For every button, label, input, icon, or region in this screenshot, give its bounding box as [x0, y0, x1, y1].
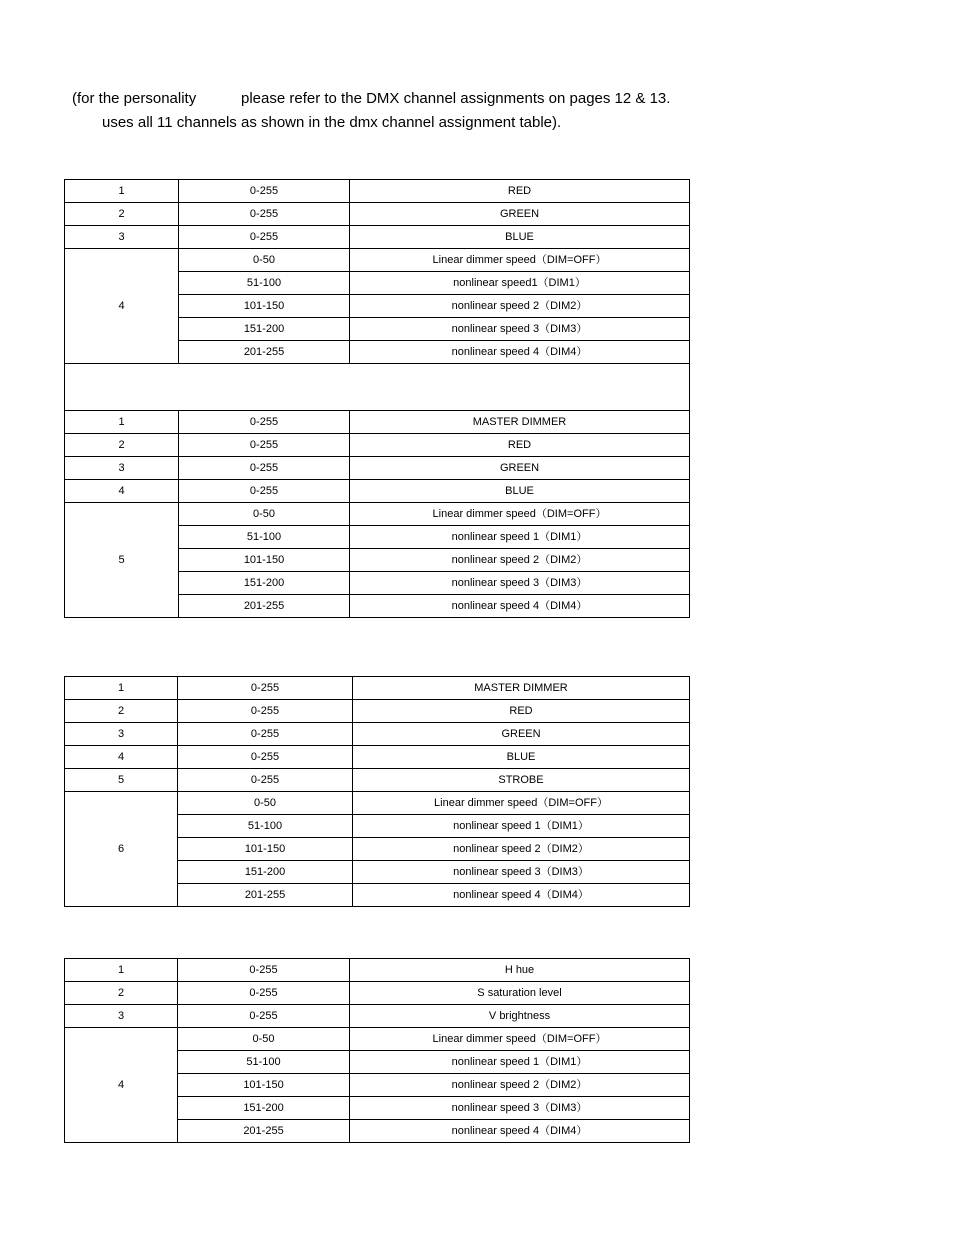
value-range-cell: 0-255 [178, 982, 350, 1005]
function-cell: RED [353, 700, 690, 723]
value-range-cell: 0-255 [179, 226, 350, 249]
value-range-cell: 151-200 [178, 861, 353, 884]
function-cell: nonlinear speed 3（DIM3） [350, 572, 690, 595]
channel-number-cell: 6 [65, 792, 178, 907]
function-cell: nonlinear speed 2（DIM2） [350, 549, 690, 572]
function-cell: nonlinear speed 2（DIM2） [350, 1074, 690, 1097]
value-range-cell: 0-255 [178, 700, 353, 723]
function-cell: nonlinear speed 4（DIM4） [350, 1120, 690, 1143]
function-cell: RED [350, 434, 690, 457]
channel-number-cell: 1 [65, 180, 179, 203]
table-row [65, 203, 690, 226]
function-cell: nonlinear speed 4（DIM4） [353, 884, 690, 907]
value-range-cell: 0-255 [178, 723, 353, 746]
table-row [65, 769, 690, 792]
function-cell: nonlinear speed 4（DIM4） [350, 341, 690, 364]
table-row [65, 1005, 690, 1028]
value-range-cell: 201-255 [178, 1120, 350, 1143]
value-range-cell: 151-200 [179, 572, 350, 595]
value-range-cell: 51-100 [178, 1051, 350, 1074]
table-row [65, 1028, 690, 1051]
value-range-cell: 0-255 [178, 769, 353, 792]
function-cell: nonlinear speed 1（DIM1） [350, 1051, 690, 1074]
function-cell: GREEN [350, 457, 690, 480]
value-range-cell: 0-50 [178, 1028, 350, 1051]
value-range-cell: 151-200 [178, 1097, 350, 1120]
function-cell: nonlinear speed 3（DIM3） [353, 861, 690, 884]
function-cell: BLUE [350, 480, 690, 503]
table-row [65, 434, 690, 457]
table-row [65, 180, 690, 203]
dmx-channel-table-1 [64, 179, 690, 618]
table-row [65, 700, 690, 723]
channel-number-cell: 1 [65, 411, 179, 434]
function-cell: H hue [350, 959, 690, 982]
table-row [65, 480, 690, 503]
function-cell: nonlinear speed 2（DIM2） [353, 838, 690, 861]
table-row [65, 723, 690, 746]
value-range-cell: 201-255 [179, 595, 350, 618]
table-row [65, 746, 690, 769]
value-range-cell: 101-150 [179, 295, 350, 318]
table-row [65, 959, 690, 982]
channel-number-cell: 1 [65, 959, 178, 982]
function-cell: nonlinear speed 2（DIM2） [350, 295, 690, 318]
dmx-channel-table-3 [64, 958, 690, 1143]
table-section-divider [65, 364, 690, 411]
value-range-cell: 0-255 [178, 746, 353, 769]
channel-number-cell: 1 [65, 677, 178, 700]
function-cell: BLUE [350, 226, 690, 249]
function-cell: nonlinear speed 1（DIM1） [353, 815, 690, 838]
intro-text-line2: uses all 11 channels as shown in the dmx channel assignment table). [102, 114, 562, 131]
channel-number-cell: 4 [65, 746, 178, 769]
value-range-cell: 0-255 [179, 457, 350, 480]
table-row [65, 249, 690, 272]
channel-number-cell: 4 [65, 480, 179, 503]
table-row [65, 411, 690, 434]
function-cell: nonlinear speed 3（DIM3） [350, 1097, 690, 1120]
table-row [65, 982, 690, 1005]
value-range-cell: 51-100 [178, 815, 353, 838]
function-cell: S saturation level [350, 982, 690, 1005]
empty-divider-cell [65, 364, 690, 411]
value-range-cell: 0-255 [179, 180, 350, 203]
value-range-cell: 0-255 [178, 677, 353, 700]
value-range-cell: 51-100 [179, 272, 350, 295]
value-range-cell: 201-255 [179, 341, 350, 364]
function-cell: Linear dimmer speed（DIM=OFF） [350, 1028, 690, 1051]
function-cell: GREEN [350, 203, 690, 226]
value-range-cell: 0-255 [179, 203, 350, 226]
function-cell: MASTER DIMMER [350, 411, 690, 434]
value-range-cell: 151-200 [179, 318, 350, 341]
table-row [65, 226, 690, 249]
value-range-cell: 101-150 [178, 838, 353, 861]
function-cell: RED [350, 180, 690, 203]
channel-number-cell: 2 [65, 700, 178, 723]
channel-number-cell: 4 [65, 249, 179, 364]
channel-number-cell: 5 [65, 769, 178, 792]
table-row [65, 677, 690, 700]
value-range-cell: 0-50 [179, 503, 350, 526]
dmx-channel-table-2 [64, 676, 690, 907]
function-cell: STROBE [353, 769, 690, 792]
value-range-cell: 0-255 [179, 480, 350, 503]
function-cell: Linear dimmer speed（DIM=OFF） [350, 249, 690, 272]
channel-number-cell: 2 [65, 203, 179, 226]
value-range-cell: 51-100 [179, 526, 350, 549]
function-cell: GREEN [353, 723, 690, 746]
table-row [65, 792, 690, 815]
channel-number-cell: 2 [65, 982, 178, 1005]
intro-text-line1-start: (for the personality [72, 90, 197, 107]
table-row [65, 457, 690, 480]
function-cell: nonlinear speed 3（DIM3） [350, 318, 690, 341]
table-row [65, 503, 690, 526]
intro-text-line1-end: please refer to the DMX channel assignments on pages 12 & 13. [241, 90, 671, 107]
function-cell: nonlinear speed1（DIM1） [350, 272, 690, 295]
value-range-cell: 0-50 [179, 249, 350, 272]
function-cell: Linear dimmer speed（DIM=OFF） [350, 503, 690, 526]
value-range-cell: 0-255 [178, 1005, 350, 1028]
channel-number-cell: 3 [65, 226, 179, 249]
function-cell: MASTER DIMMER [353, 677, 690, 700]
function-cell: V brightness [350, 1005, 690, 1028]
value-range-cell: 101-150 [179, 549, 350, 572]
value-range-cell: 0-50 [178, 792, 353, 815]
value-range-cell: 0-255 [179, 411, 350, 434]
function-cell: BLUE [353, 746, 690, 769]
value-range-cell: 0-255 [178, 959, 350, 982]
value-range-cell: 101-150 [178, 1074, 350, 1097]
channel-number-cell: 4 [65, 1028, 178, 1143]
value-range-cell: 0-255 [179, 434, 350, 457]
value-range-cell: 201-255 [178, 884, 353, 907]
function-cell: Linear dimmer speed（DIM=OFF） [353, 792, 690, 815]
channel-number-cell: 2 [65, 434, 179, 457]
function-cell: nonlinear speed 1（DIM1） [350, 526, 690, 549]
channel-number-cell: 5 [65, 503, 179, 618]
function-cell: nonlinear speed 4（DIM4） [350, 595, 690, 618]
channel-number-cell: 3 [65, 723, 178, 746]
channel-number-cell: 3 [65, 457, 179, 480]
channel-number-cell: 3 [65, 1005, 178, 1028]
